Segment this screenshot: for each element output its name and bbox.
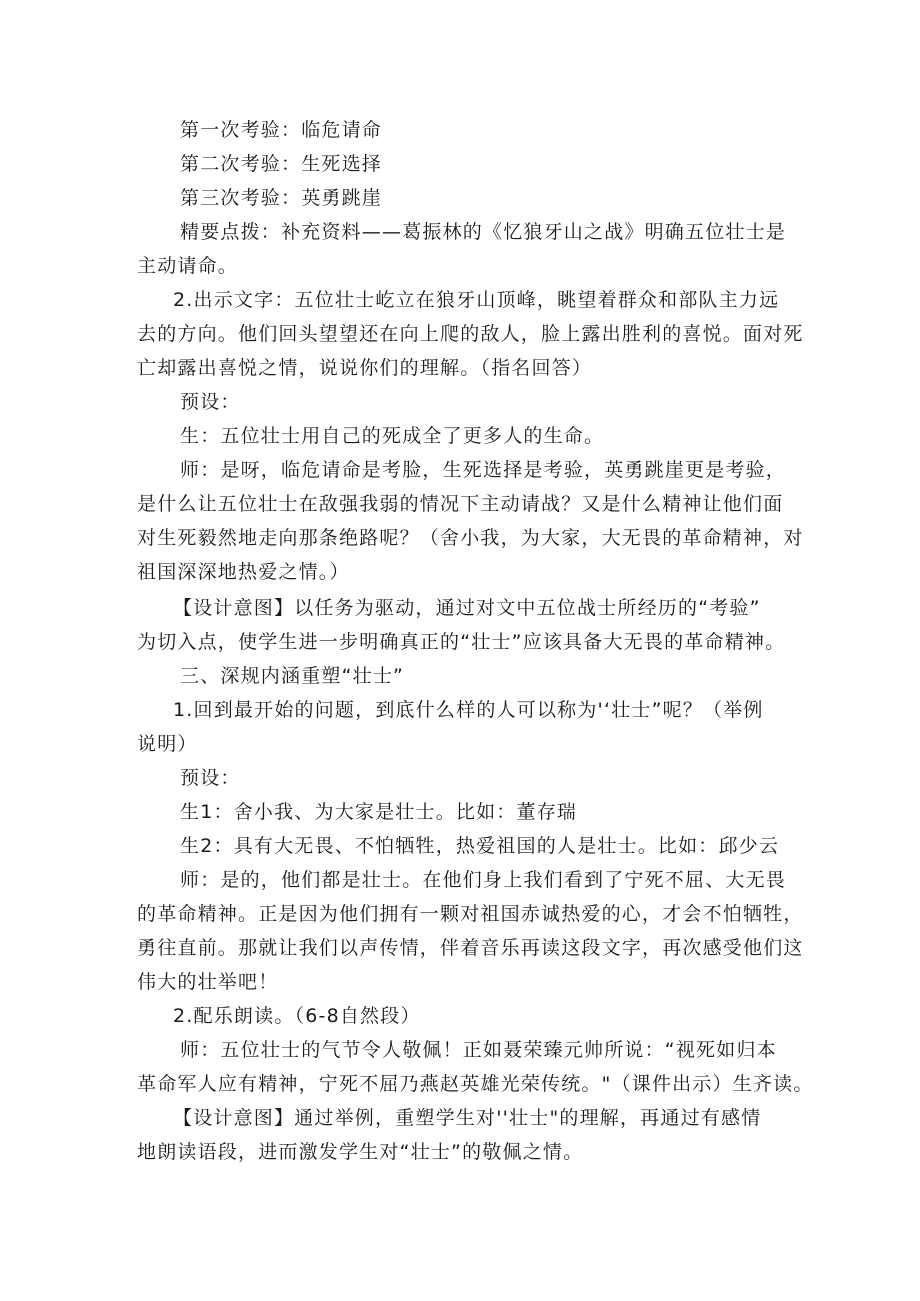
section-heading: 三、深规内涵重塑“壮士” <box>180 665 405 687</box>
text-line: 师：五位壮士的气节令人敬佩！正如聂荣臻元帅所说：“视死如归本 <box>180 1039 777 1061</box>
text-line: 地朗读语段，进而激发学生对“壮士”的敬佩之情。 <box>137 1141 584 1163</box>
text-line: 第一次考验：临危请命 <box>180 119 383 141</box>
text-line: 说明） <box>137 733 198 755</box>
text-line: 革命军人应有精神，宁死不屈乃燕赵英雄光荣传统。"（课件出示）生齐读。 <box>137 1073 814 1095</box>
text-line: 勇往直前。那就让我们以声传情，伴着音乐再读这段文字，再次感受他们这 <box>137 937 804 959</box>
text-line: 主动请命。 <box>137 255 239 277</box>
text-line: 精要点拨：补充资料——葛振林的《忆狼牙山之战》明确五位壮士是 <box>180 221 787 243</box>
text-line: 【设计意图】通过举例，重塑学生对''壮士"的理解，再通过有感情 <box>173 1107 762 1129</box>
text-line: 亡却露出喜悦之情，说说你们的理解。（指名回答） <box>137 357 593 379</box>
text-line: 生2：具有大无畏、不怕牺牲，热爱祖国的人是壮士。比如：邱少云 <box>180 835 780 857</box>
text-line: 对生死毅然地走向那条绝路呢？（舍小我，为大家，大无畏的革命精神，对 <box>137 527 804 549</box>
text-line: 去的方向。他们回头望望还在向上爬的敌人，脸上露出胜利的喜悦。面对死 <box>137 323 804 345</box>
text-line: 第三次考验：英勇跳崖 <box>180 187 383 209</box>
text-line: 的革命精神。正是因为他们拥有一颗对祖国赤诚热爱的心，才会不怕牺牲， <box>137 903 804 925</box>
text-line: 生：五位壮士用自己的死成全了更多人的生命。 <box>180 425 605 447</box>
text-line: 【设计意图】以任务为驱动，通过对文中五位战士所经历的“考验” <box>173 597 761 619</box>
text-line: 生1：舍小我、为大家是壮士。比如：董存瑞 <box>180 801 578 823</box>
text-line: 1.回到最开始的问题，到底什么样的人可以称为'‘壮士”呢？（举例 <box>173 699 764 721</box>
text-line: 2.出示文字：五位壮士屹立在狼牙山顶峰，眺望着群众和部队主力远 <box>173 289 780 311</box>
text-line: 祖国深深地热爱之情。） <box>137 561 350 583</box>
text-line: 师：是的，他们都是壮士。在他们身上我们看到了宁死不屈、大无畏 <box>180 869 787 891</box>
text-line: 为切入点，使学生进一步明确真正的“壮士”应该具备大无畏的革命精神。 <box>137 631 786 653</box>
text-line: 2.配乐朗读。（6-8自然段） <box>173 1005 421 1027</box>
text-line: 预设： <box>180 391 241 413</box>
text-line: 伟大的壮举吧！ <box>137 971 279 993</box>
text-line: 师：是呀，临危请命是考脸，生死选择是考验，英勇跳崖更是考验， <box>180 459 787 481</box>
text-line: 是什么让五位壮士在敌强我弱的情况下主动请战？又是什么精神让他们面 <box>137 493 784 515</box>
text-line: 第二次考验：生死选择 <box>180 153 383 175</box>
text-line: 预设： <box>180 767 241 789</box>
